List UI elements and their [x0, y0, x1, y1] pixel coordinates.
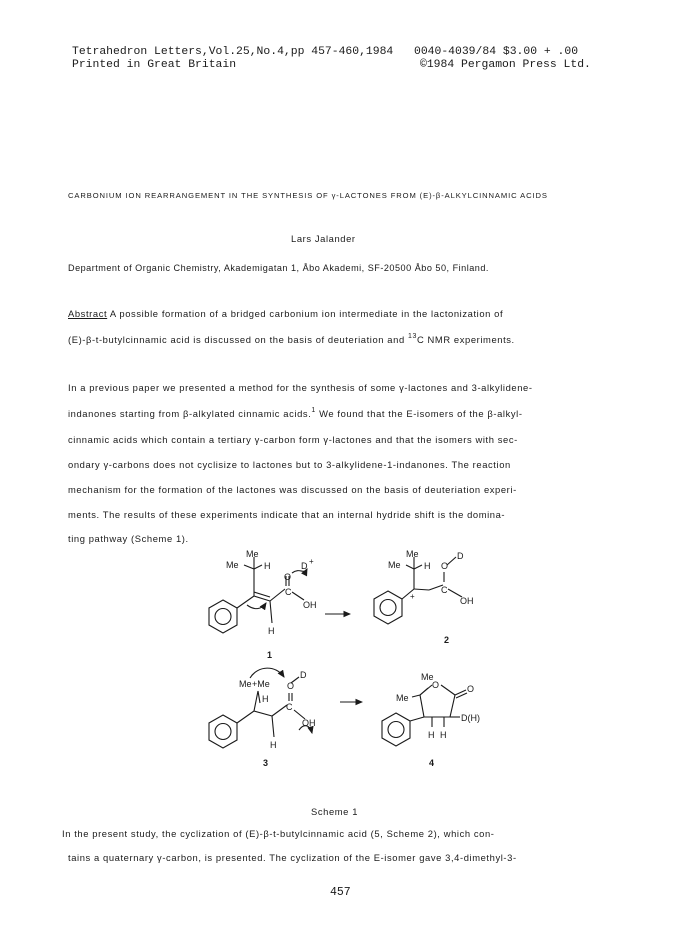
- bond-me-b-4: [412, 695, 420, 697]
- atom-h-4b: H: [440, 730, 447, 740]
- compound-label-1: 1: [267, 650, 273, 660]
- atom-me-2a: Me: [388, 560, 401, 570]
- printed-line: Printed in Great Britain: [72, 59, 237, 71]
- page-number: 457: [330, 886, 351, 899]
- intro-line-1: In a previous paper we presented a method for the synthesis of some γ-lactones and 3-alkylidene-: [68, 382, 533, 393]
- atom-c-3: C: [286, 702, 293, 712]
- intro-line-4: ondary γ-carbons does not cyclisize to lactones but to 3-alkylidene-1-indanones. The reaction: [68, 459, 511, 470]
- structure-3: [209, 668, 316, 768]
- intro-superscript: 1: [311, 407, 316, 414]
- bond-c-carboxyl-3: [272, 705, 287, 716]
- bond-o-d-2: [447, 557, 456, 565]
- atom-me-4b: Me: [396, 693, 409, 703]
- benzene-circle-4: [388, 722, 404, 738]
- bond-h-2: [414, 565, 422, 569]
- atom-me-2b: Me: [406, 549, 419, 559]
- scheme-caption: Scheme 1: [311, 806, 359, 817]
- intro-line-7: ting pathway (Scheme 1).: [68, 533, 189, 544]
- intro-text-2b: We found that the E-isomers of the β-alkyl-: [315, 408, 523, 419]
- atom-o-3: O: [287, 681, 295, 691]
- atom-me-3a: Me: [239, 679, 252, 689]
- intro-line-2: [68, 408, 523, 419]
- author: Lars Jalander: [291, 233, 356, 244]
- atom-oh-1: OH: [303, 600, 317, 610]
- atom-h-1b: H: [268, 626, 275, 636]
- intro-line-5: mechanism for the formation of the lactones was discussed on the basis of deuteriation experi-: [68, 484, 517, 495]
- atom-me-1a: Me: [226, 560, 239, 570]
- lactone-bond-a: [420, 695, 424, 717]
- atom-d-3: D: [300, 670, 307, 680]
- continuation-line-1: In the present study, the cyclization of (E)-β-t-butylcinnamic acid (5, Scheme 2), which con-: [62, 828, 495, 839]
- intro-text-2a: indanones starting from β-alkylated cinnamic acids.: [68, 408, 312, 419]
- atom-o-4b: O: [467, 684, 475, 694]
- atom-h-2: H: [424, 561, 431, 571]
- bond-to-h-3: [272, 716, 274, 737]
- bond-h-3: [258, 691, 260, 703]
- bond-ring-c-4: [410, 717, 424, 721]
- journal-citation: Tetrahedron Letters,Vol.25,No.4,pp 457-460,1984: [72, 46, 394, 58]
- article-title: CARBONIUM ION REARRANGEMENT IN THE SYNTHESIS OF γ-LACTONES FROM (E)-β-ALKYLCINNAMIC ACIDS: [68, 191, 548, 200]
- atom-plus-1: +: [309, 557, 314, 566]
- bond-cc-3: [254, 711, 272, 716]
- compound-label-3: 3: [263, 758, 269, 768]
- atom-o-4a: O: [432, 680, 440, 690]
- structure-4: [382, 672, 480, 768]
- continuation-line-2: tains a quaternary γ-carbon, is presented. The cyclization of the E-isomer gave 3,4-dimethyl-3-: [68, 852, 517, 863]
- benzene-ring-1: [209, 600, 237, 633]
- benzene-circle-2: [380, 600, 396, 616]
- abstract-line-2: [68, 334, 515, 345]
- atom-c-2: C: [441, 585, 448, 595]
- atom-oh-3: OH: [302, 718, 316, 728]
- affiliation: Department of Organic Chemistry, Akademigatan 1, Åbo Akademi, SF-20500 Åbo 50, Finland.: [68, 263, 489, 273]
- atom-d-2: D: [457, 551, 464, 561]
- benzene-ring-4: [382, 713, 410, 746]
- atom-o-1: O: [284, 572, 292, 582]
- atom-h-3b: H: [270, 740, 277, 750]
- scheme-1-diagram: [0, 545, 680, 815]
- bond-to-cation-3: [254, 691, 258, 711]
- compound-label-2: 2: [444, 635, 450, 645]
- benzene-ring-3: [209, 715, 237, 748]
- bond-h-1: [254, 565, 262, 569]
- atom-c-1: C: [285, 587, 292, 597]
- atom-d-1: D: [301, 561, 308, 571]
- atom-h-3a: H: [262, 694, 269, 704]
- atom-o-2: O: [441, 561, 449, 571]
- abstract-text-1: A possible formation of a bridged carbonium ion intermediate in the lactonization of: [107, 308, 504, 319]
- abstract-label: Abstract: [68, 308, 108, 319]
- bond-c-oh-1: [292, 592, 304, 600]
- benzene-circle-3: [215, 724, 231, 740]
- bond-me-a-2: [406, 565, 414, 569]
- lactone-bond-c: [441, 685, 455, 695]
- atom-h-4a: H: [428, 730, 435, 740]
- benzene-ring-2: [374, 591, 402, 624]
- structure-2: [374, 549, 474, 645]
- curved-arrow-3a: [250, 668, 284, 678]
- abstract-line-1: [68, 308, 503, 319]
- atom-me-4a: Me: [421, 672, 434, 682]
- bond-me-a-1: [244, 565, 254, 569]
- intro-line-6: ments. The results of these experiments indicate that an internal hydride shift is the domina-: [68, 509, 506, 520]
- bond-cc-2: [414, 589, 429, 590]
- atom-me-1b: Me: [246, 549, 259, 559]
- benzene-circle-1: [215, 609, 231, 625]
- atom-plus-2: +: [410, 592, 415, 601]
- abstract-text-2b: C NMR experiments.: [416, 334, 515, 345]
- atom-me-3b: +Me: [252, 679, 270, 689]
- article-code: 0040-4039/84 $3.00 + .00: [414, 46, 579, 58]
- bond-to-h-1: [270, 601, 272, 623]
- structure-1: [209, 549, 317, 660]
- lactone-bond-b: [420, 685, 432, 695]
- atom-dh-4: D(H): [461, 713, 480, 723]
- bond-ring-c-3: [237, 711, 254, 723]
- bond-ring-c-1: [237, 596, 254, 608]
- atom-oh-2: OH: [460, 596, 474, 606]
- atom-h-1a: H: [264, 561, 271, 571]
- curved-arrow-1b: [247, 603, 266, 609]
- intro-line-3: cinnamic acids which contain a tertiary γ-carbon form γ-lactones and that the isomers with sec-: [68, 434, 518, 445]
- abstract-text-2a: (E)-β-t-butylcinnamic acid is discussed on the basis of deuteriation and: [68, 334, 408, 345]
- compound-label-4: 4: [429, 758, 435, 768]
- abstract-superscript: 13: [407, 333, 417, 340]
- bond-c-carboxyl-1: [270, 589, 285, 601]
- copyright-line: ©1984 Pergamon Press Ltd.: [420, 59, 591, 71]
- lactone-bond-d: [450, 695, 455, 717]
